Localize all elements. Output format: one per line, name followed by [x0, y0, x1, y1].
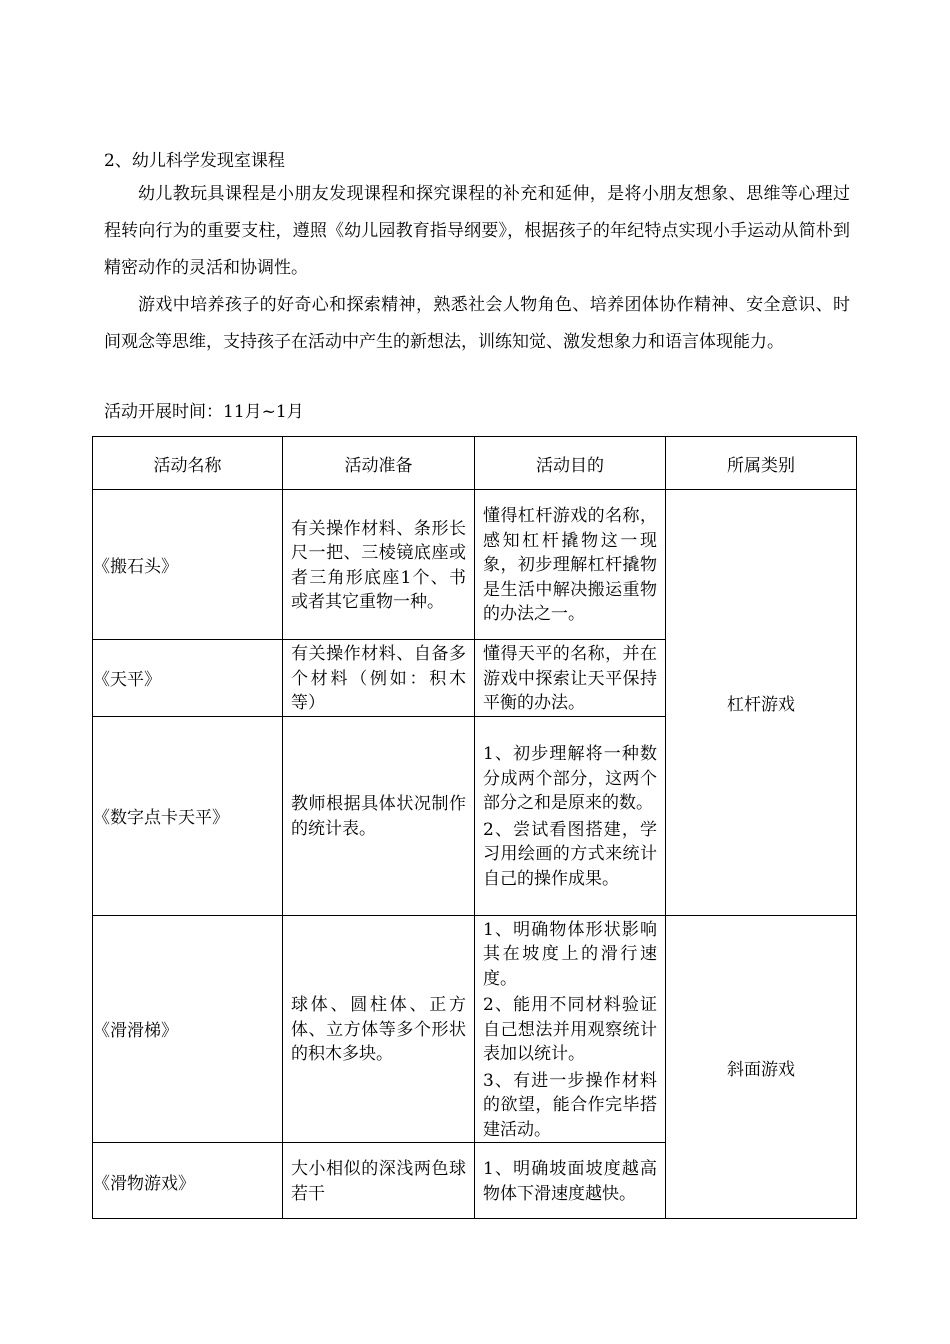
header-activity-prep: 活动准备 [283, 437, 475, 490]
activity-goal-cell [475, 915, 666, 1143]
activity-prep: 有关操作材料、条形长尺一把、三棱镜底座或者三角形底座1个、书或者其它重物一种。 [291, 518, 466, 612]
activity-name-cell [93, 716, 283, 915]
intro-paragraph-2: 游戏中培养孩子的好奇心和探索精神，熟悉社会人物角色、培养团体协作精神、安全意识、时间观念等思维，支持孩子在活动中产生的新想法，训练知觉、激发想象力和语言体现能力。 [104, 295, 850, 352]
activity-goal-item: 1、初步理解将一种数分成两个部分，这两个部分之和是原来的数。 [483, 744, 657, 813]
activity-name: 《滑物游戏》 [93, 1174, 195, 1194]
category-label: 斜面游戏 [727, 1060, 795, 1081]
activity-goal: 懂得杠杆游戏的名称，感知杠杆撬物这一现象，初步理解杠杆撬物是生活中解决搬运重物的办法之一。 [483, 506, 657, 625]
activity-name-cell [93, 640, 283, 717]
activity-goal-item: 3、有进一步操作材料的欲望，能合作完毕搭建活动。 [483, 1070, 657, 1140]
activity-goal: 1、明确坡面坡度越高物体下滑速度越快。 [483, 1159, 657, 1204]
activity-goal-cell [475, 640, 666, 717]
activity-table [92, 436, 857, 1219]
activity-goal-item: 1、明确物体形状影响其在坡度上的滑行速度。 [483, 919, 657, 989]
category-cell-lever [666, 490, 857, 916]
category-label: 杠杆游戏 [727, 694, 795, 715]
intro-paragraph-1: 幼儿教玩具课程是小朋友发现课程和探究课程的补充和延伸，是将小朋友想象、思维等心理过程转向行为的重要支柱，遵照《幼儿园教育指导纲要》，根据孩子的年纪特点实现小手运动从简朴到精密动作的灵活和协调性。 [104, 184, 850, 278]
activity-name-cell [93, 915, 283, 1143]
table-header-row [93, 437, 857, 490]
activity-goal-cell [475, 716, 666, 915]
activity-name-cell [93, 490, 283, 640]
activity-prep-cell [283, 640, 475, 717]
activity-prep-cell [283, 490, 475, 640]
activity-prep: 大小相似的深浅两色球若干 [291, 1159, 466, 1204]
activity-prep-cell [283, 716, 475, 915]
activity-goal-item: 2、尝试看图搭建，学习用绘画的方式来统计自己的操作成果。 [483, 819, 657, 889]
section-heading: 2、幼儿科学发现室课程 [104, 151, 285, 171]
activity-goal-cell [475, 490, 666, 640]
activity-prep-cell [283, 1143, 475, 1219]
category-cell-slope [666, 915, 857, 1219]
activity-time-label: 活动开展时间：11月~1月 [104, 402, 304, 422]
activity-goal-cell [475, 1143, 666, 1219]
header-activity-name: 活动名称 [93, 437, 283, 490]
table-row [93, 915, 857, 1143]
activity-prep: 教师根据具体状况制作的统计表。 [291, 794, 466, 839]
activity-prep: 球体、圆柱体、正方体、立方体等多个形状的积木多块。 [291, 995, 466, 1064]
activity-name: 《天平》 [93, 670, 161, 691]
header-activity-goal: 活动目的 [475, 437, 666, 490]
activity-goal: 懂得天平的名称，并在游戏中探索让天平保持平衡的办法。 [483, 644, 657, 713]
activity-prep-cell [283, 915, 475, 1143]
activity-name-cell [93, 1143, 283, 1219]
header-category: 所属类别 [666, 437, 857, 490]
activity-name: 《搬石头》 [93, 557, 178, 577]
activity-prep: 有关操作材料、自备多个材料（例如：积木等） [291, 644, 466, 713]
table-row [93, 490, 857, 640]
activity-name: 《数字点卡天平》 [93, 808, 229, 828]
activity-name: 《滑滑梯》 [93, 1021, 178, 1042]
activity-goal-item: 2、能用不同材料验证自己想法并用观察统计表加以统计。 [483, 995, 657, 1064]
